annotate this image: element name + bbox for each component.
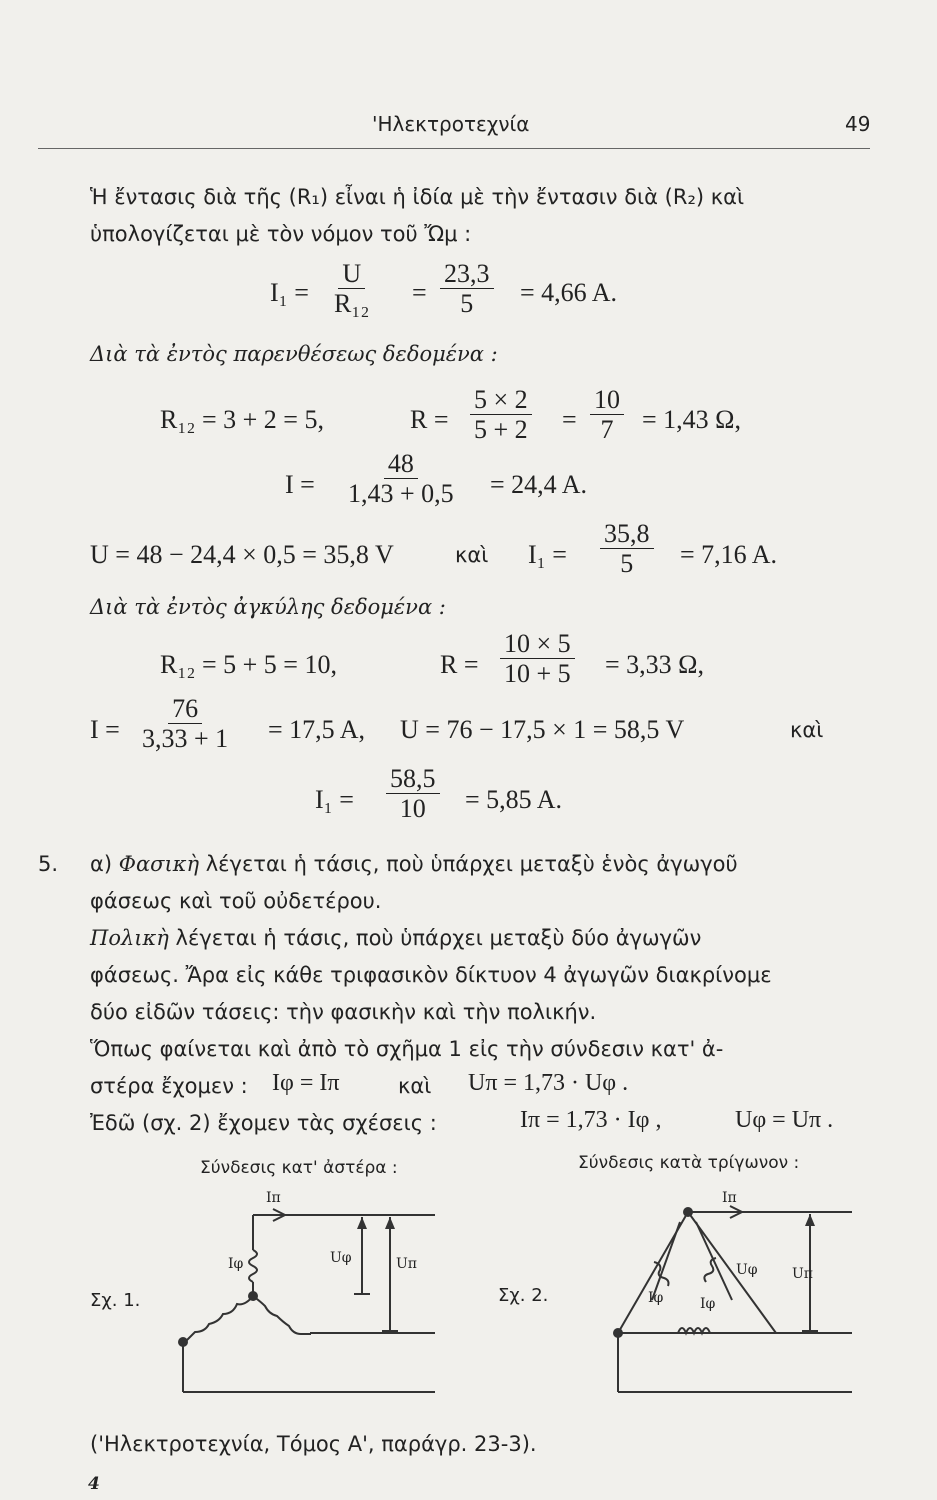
bracket-i1-den: 10 [399, 794, 426, 824]
bracket-i1-result: = 5,85 A. [465, 785, 563, 814]
eq1-num1: U [338, 260, 365, 289]
section5-line-7-eq2: Uπ = 1,73 · Uφ . [468, 1070, 629, 1096]
fig1-caption: Σύνδεσις κατ' ἀστέρα : [200, 1158, 398, 1178]
parallel-i1-result: = 7,16 A. [680, 540, 778, 569]
section5-line-7-eq1: Iφ = Iπ [272, 1070, 340, 1096]
section5-line-5: δύο εἰδῶν τάσεις: τὴν φασικὴν καὶ τὴν πολικήν. [90, 1000, 597, 1024]
parallel-heading: Διὰ τὰ ἐντὸς παρενθέσεως δεδομένα : [90, 342, 498, 366]
section5-line-7a: στέρα ἔχομεν : [90, 1074, 248, 1098]
polar-term: Πολικὴ [90, 926, 169, 950]
fig1-uphi-head [357, 1217, 367, 1229]
bracket-r-result: = 3,33 Ω, [605, 650, 704, 679]
section5-line-6: Ὅπως φαίνεται καὶ ἀπὸ τὸ σχῆμα 1 εἰς τὴν σύνδεσιν κατ' ἀ- [90, 1037, 724, 1061]
fig1-star-node [248, 1291, 258, 1301]
section5-line-8-eq1: Iπ = 1,73 · Iφ , [520, 1107, 662, 1133]
line1-rest: λέγεται ἡ τάσις, ποὺ ὑπάρχει μεταξὺ ἑνὸς ἀγωγοῦ [205, 852, 738, 876]
bracket-i-num: 76 [168, 695, 202, 724]
fig1-coil-right [253, 1296, 311, 1334]
parallel-i1-num: 35,8 [600, 520, 654, 549]
section5-line-4: φάσεως. Ἄρα εἰς κάθε τριφασικὸν δίκτυον 4 ἀγωγῶν διακρίνομε [90, 963, 772, 987]
parallel-i1-den: 5 [620, 549, 634, 579]
bracket-r-lhs: R = [440, 650, 479, 679]
bracket-u-line: U = 76 − 17,5 × 1 = 58,5 V [400, 715, 685, 744]
bracket-i-result: = 17,5 A, [268, 715, 366, 744]
bracket-r12: R₁₂ = 5 + 5 = 10, [160, 650, 337, 679]
parallel-i-den: 1,43 + 0,5 [348, 479, 454, 509]
fig2-label-uphi: Uφ [736, 1262, 758, 1278]
eq1-den2: 5 [460, 289, 474, 319]
fig2-label-ipi: Iπ [722, 1190, 737, 1206]
parallel-i-lhs: I = [285, 470, 315, 499]
parallel-r-num: 5 × 2 [470, 386, 532, 415]
parallel-r-den: 5 + 2 [474, 415, 528, 445]
fig2-label-iphi-a: Iφ [648, 1290, 664, 1306]
fig1-upi-head [385, 1217, 395, 1229]
fig2-label: Σχ. 2. [498, 1285, 549, 1306]
eq1-den1: R₁₂ [334, 289, 370, 319]
bracket-heading: Διὰ τὰ ἐντὸς ἀγκύλης δεδομένα : [90, 595, 446, 619]
bracket-r-den: 10 + 5 [504, 659, 571, 689]
parallel-i-result: = 24,4 A. [490, 470, 588, 499]
reference-line: ('Ηλεκτροτεχνία, Τόμος Α', παράγρ. 23-3). [90, 1432, 537, 1456]
fig1-coil-vertical [249, 1250, 257, 1282]
parallel-i-num: 48 [384, 450, 418, 479]
fig1-label: Σχ. 1. [90, 1290, 141, 1311]
fig1-label-ipi: Iπ [266, 1190, 281, 1206]
fig1-label-uphi: Uφ [330, 1250, 352, 1266]
section5-line-8-eq2: Uφ = Uπ . [735, 1107, 834, 1133]
eq1-result: = 4,66 A. [520, 278, 618, 307]
fig1-label-iphi: Iφ [228, 1256, 244, 1272]
fig1-left-node [178, 1337, 188, 1347]
parallel-r12: R₁₂ = 3 + 2 = 5, [160, 405, 324, 434]
eq1-eqsign: = [412, 278, 427, 307]
section5-line-8a: Ἐδῶ (σχ. 2) ἔχομεν τὰς σχέσεις : [90, 1111, 437, 1135]
signature-mark: 4 [88, 1474, 100, 1494]
bracket-i-lhs: I = [90, 715, 120, 744]
bracket-i1-lhs: I₁ = [315, 785, 354, 814]
bracket-i-den: 3,33 + 1 [142, 724, 229, 754]
running-header: 'Ηλεκτροτεχνία [372, 112, 530, 136]
intro-line-1: Ἡ ἔντασις διὰ τῆς (R₁) εἶναι ἡ ἰδία μὲ τὴν ἔντασιν διὰ (R₂) καὶ [90, 185, 745, 209]
intro-line-2: ὑπολογίζεται μὲ τὸν νόμον τοῦ Ὤμ : [90, 222, 472, 246]
line3-rest: λέγεται ἡ τάσις, ποὺ ὑπάρχει μεταξὺ δύο ἀγωγῶν [175, 926, 702, 950]
fig2-label-iphi-b: Iφ [700, 1296, 716, 1312]
a-label: α) [90, 852, 113, 876]
eq1-num2: 23,3 [440, 260, 494, 289]
fig1-coil-left [183, 1296, 253, 1344]
fig2-iphi-arrow-a [652, 1222, 680, 1300]
fig2-iphi-arrow-b [696, 1222, 732, 1300]
section-number: 5. [38, 852, 59, 876]
phase-term: Φασικὴ [118, 852, 200, 876]
bracket-kai: καὶ [790, 718, 824, 742]
parallel-r-eq: = [562, 405, 577, 434]
fig2-top-node [683, 1207, 693, 1217]
fig2-label-upi: Uπ [792, 1266, 813, 1282]
eq1-lhs: I₁ = [270, 278, 309, 307]
parallel-u-line: U = 48 − 24,4 × 0,5 = 35,8 V [90, 540, 394, 569]
parallel-r-lhs: R = [410, 405, 449, 434]
parallel-i1-lhs: I₁ = [528, 540, 567, 569]
page-number: 49 [845, 112, 871, 136]
bracket-i1-num: 58,5 [386, 765, 440, 794]
fig2-left-node [613, 1328, 623, 1338]
parallel-r-den2: 7 [600, 415, 614, 445]
parallel-kai: καὶ [455, 543, 489, 567]
fig2-caption: Σύνδεσις κατὰ τρίγωνον : [578, 1153, 800, 1173]
bracket-r-num: 10 × 5 [500, 630, 575, 659]
fig2-upi-head [805, 1214, 815, 1226]
parallel-r-result: = 1,43 Ω, [642, 405, 741, 434]
section5-line-7-kai: καὶ [398, 1074, 432, 1098]
parallel-r-num2: 10 [590, 386, 624, 415]
fig1-label-upi: Uπ [396, 1256, 417, 1272]
section5-line-2: φάσεως καὶ τοῦ οὐδετέρου. [90, 889, 382, 913]
